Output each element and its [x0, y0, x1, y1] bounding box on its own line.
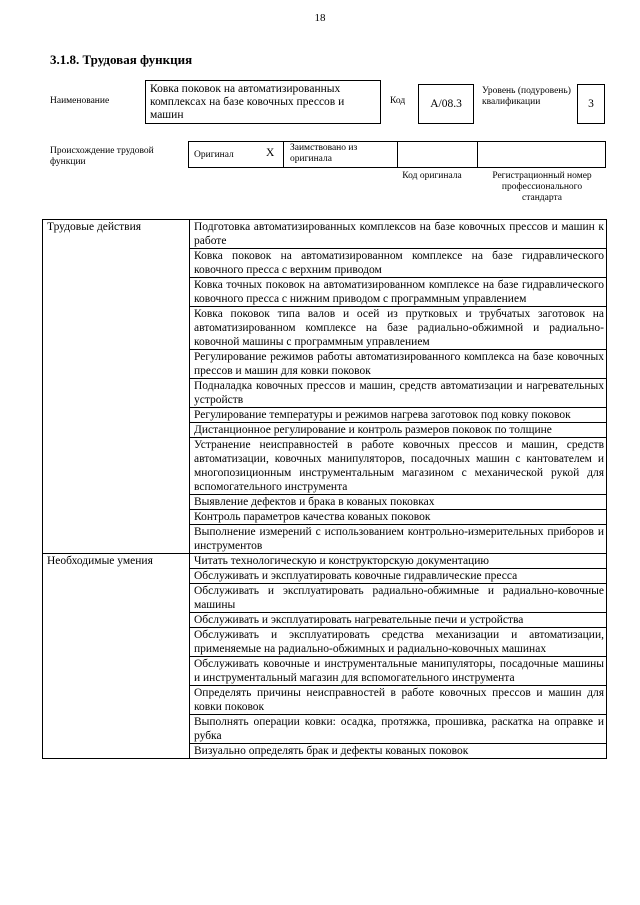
group-title-continuation	[43, 423, 190, 438]
table-row	[43, 278, 607, 307]
table-row	[43, 408, 607, 423]
table-cell: Контроль параметров качества кованых поковок	[190, 510, 607, 525]
section-title: 3.1.8. Трудовая функция	[50, 52, 193, 67]
table-row	[43, 525, 607, 554]
group-title-continuation	[43, 379, 190, 408]
group-title-continuation	[43, 278, 190, 307]
origin-code-label: Код оригинала	[402, 171, 462, 181]
group-title-continuation	[43, 628, 190, 657]
group-title-continuation	[43, 438, 190, 495]
code-label: Код	[390, 96, 406, 106]
divider	[477, 141, 478, 168]
table-cell: Визуально определять брак и дефекты кованых поковок	[190, 744, 607, 759]
borrowed-label: Заимствовано из оригинала	[290, 143, 358, 164]
table-row	[43, 495, 607, 510]
table-cell: Обслуживать и эксплуатировать средства механизации и автоматизации, применяемые на радиально-обжимных и радиально-ковочных машинах	[190, 628, 607, 657]
table-row	[43, 423, 607, 438]
table-row	[43, 715, 607, 744]
table-cell: Читать технологическую и конструкторскую документацию	[190, 554, 607, 569]
table-cell: Выполнение измерений с использованием контрольно-измерительных приборов и инструментов	[190, 525, 607, 554]
table-cell: Дистанционное регулирование и контроль размеров поковок по толщине	[190, 423, 607, 438]
main-table	[42, 219, 607, 759]
table-row	[43, 510, 607, 525]
table-row	[43, 744, 607, 759]
table-cell: Ковка поковок типа валов и осей из прутковых и трубчатых заготовок на автоматизированном комплексе на базе радиально-обжимной и радиально-ковочной машины с программным управлением	[190, 307, 607, 350]
level-label: Уровень (подуровень) квалификации	[482, 86, 571, 107]
table-row	[43, 554, 607, 569]
table-row	[43, 657, 607, 686]
table-cell: Определять причины неисправностей в работе ковочных прессов и машин для ковки поковок	[190, 686, 607, 715]
table-cell: Обслуживать ковочные и инструментальные манипуляторы, посадочные машины и инструментальный магазин для вспомогательного инструмента	[190, 657, 607, 686]
original-mark: X	[266, 147, 275, 159]
name-label: Наименование	[50, 96, 110, 106]
group-title-continuation	[43, 584, 190, 613]
group-title-continuation	[43, 613, 190, 628]
code-value: A/08.3	[430, 97, 462, 110]
origin-label: Происхождение трудовой функции	[50, 146, 154, 167]
table-cell: Подготовка автоматизированных комплексов на базе ковочных прессов и машин к работе	[190, 220, 607, 249]
table-cell: Выявление дефектов и брака в кованых поковках	[190, 495, 607, 510]
table-cell: Регулирование температуры и режимов нагрева заготовок под ковку поковок	[190, 408, 607, 423]
group-title-continuation	[43, 744, 190, 759]
group-title-continuation	[43, 525, 190, 554]
table-row	[43, 220, 607, 249]
group-title-continuation	[43, 495, 190, 510]
table-cell: Ковка поковок на автоматизированном комплексе на базе гидравлического ковочного пресса с верхним приводом	[190, 249, 607, 278]
level-value: 3	[588, 97, 594, 110]
group-title: Трудовые действия	[43, 220, 190, 249]
divider	[397, 141, 398, 168]
name-value: Ковка поковок на автоматизированных комплексах на базе ковочных прессов и машин	[150, 83, 345, 121]
table-row	[43, 613, 607, 628]
table-row	[43, 584, 607, 613]
group-title-continuation	[43, 307, 190, 350]
group-title-continuation	[43, 715, 190, 744]
table-row	[43, 686, 607, 715]
level-value-box	[577, 84, 605, 124]
table-row	[43, 350, 607, 379]
reg-number-label: Регистрационный номер профессионального стандарта	[492, 171, 592, 203]
table-cell: Выполнять операции ковки: осадка, протяжка, прошивка, раскатка на оправке и рубка	[190, 715, 607, 744]
table-cell: Ковка точных поковок на автоматизированном комплексе на базе гидравлического ковочного пресса с нижним приводом с программным управлением	[190, 278, 607, 307]
table-row	[43, 307, 607, 350]
code-value-box	[418, 84, 474, 124]
table-row	[43, 569, 607, 584]
table-row	[43, 628, 607, 657]
table-row	[43, 379, 607, 408]
table-cell: Регулирование режимов работы автоматизированного комплекса на базе ковочных прессов и машин для ковки поковок	[190, 350, 607, 379]
page-number: 18	[314, 12, 326, 24]
table-cell: Подналадка ковочных прессов и машин, средств автоматизации и нагревательных устройств	[190, 379, 607, 408]
table-row	[43, 438, 607, 495]
table-row	[43, 249, 607, 278]
table-cell: Обслуживать и эксплуатировать радиально-обжимные и радиально-ковочные машины	[190, 584, 607, 613]
group-title-continuation	[43, 249, 190, 278]
group-title-continuation	[43, 657, 190, 686]
name-value-box	[145, 80, 381, 124]
group-title-continuation	[43, 408, 190, 423]
group-title-continuation	[43, 686, 190, 715]
original-label: Оригинал	[194, 150, 234, 160]
table-cell: Устранение неисправностей в работе ковочных прессов и машин, средств автоматизации, ковочных манипуляторов, посадочных машин с кантователем и многопозиционным инструментальным магазином с механической рукой для вспомогательного инструмента	[190, 438, 607, 495]
group-title-continuation	[43, 510, 190, 525]
group-title-continuation	[43, 569, 190, 584]
table-cell: Обслуживать и эксплуатировать нагревательные печи и устройства	[190, 613, 607, 628]
table-cell: Обслуживать и эксплуатировать ковочные гидравлические пресса	[190, 569, 607, 584]
group-title-continuation	[43, 350, 190, 379]
group-title: Необходимые умения	[43, 554, 190, 569]
original-cell	[188, 141, 284, 168]
